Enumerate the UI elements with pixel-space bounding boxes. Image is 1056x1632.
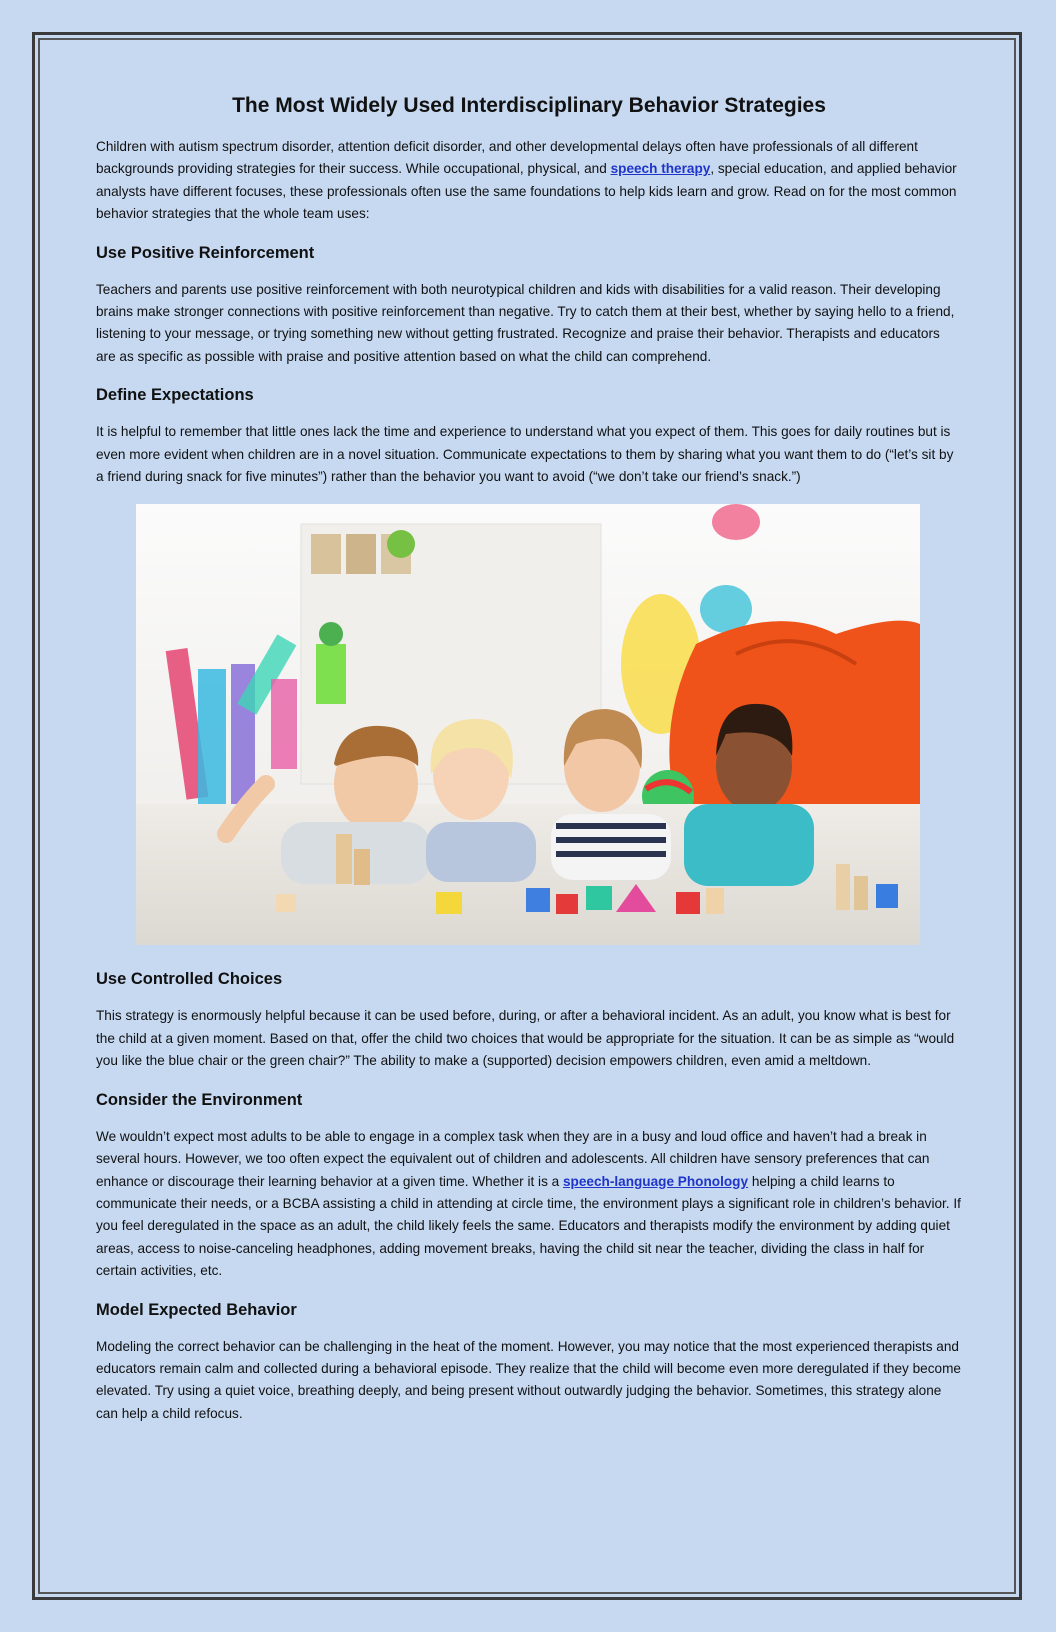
section-body-define-expectations: It is helpful to remember that little ones lack the time and experience to understand what you expect of them. This goes for daily routines but is even more evident when children are in a novel situation. Communicate expectations to them by sharing what you want them to do (“let’s sit by a friend during snack for five minutes”) rather than the behavior you want to avoid (“we don’t take our friend’s snack.”) (96, 424, 954, 485)
children-photo-illustration (136, 504, 920, 945)
article (96, 92, 962, 1441)
section-body-model-behavior: Modeling the correct behavior can be challenging in the heat of the moment. However, you may notice that the most experienced therapists and educators remain calm and collected during a behavioral episode. They realize that the child will become even more deregulated if they become elevated. Try using a quiet voice, breathing deeply, and being present without outwardly judging the behavior. Sometimes, this strategy alone can help a child refocus. (96, 1338, 961, 1421)
section-body-positive-reinforcement: Teachers and parents use positive reinforcement with both neurotypical children and kids with disabilities for a valid reason. Their developing brains make stronger connections with positive reinforcement than negative. Try to catch them at their best, whether by saying hello to a friend, listening to your message, or trying something new without getting frustrated. Recognize and praise their behavior. Therapists and educators are as specific as possible with praise and positive attention based on what the child can comprehend. (96, 281, 955, 364)
section-heading-positive-reinforcement: Use Positive Reinforcement (96, 243, 315, 262)
section-heading-controlled-choices: Use Controlled Choices (96, 970, 283, 989)
environment-text-before: We wouldn’t expect most adults to be able to engage in a complex task when they are in a busy and loud office and haven’t had a break in several hours. However, we too often expect the equivalent out of children and adolescents. All children have sensory preferences that can enhance or discourage their learning behavior at a given time. Whether it is a (96, 1128, 930, 1189)
intro-text-after: , special education, and applied behavior analysts have different focuses, these professionals often use the same foundations to help kids learn and grow. Read on for the most common behavior strategies that the whole team uses: (96, 161, 957, 222)
intro-paragraph (96, 136, 962, 226)
page-title: The Most Widely Used Interdisciplinary Behavior Strategies (232, 94, 826, 117)
environment-text-after: helping a child learns to communicate their needs, or a BCBA assisting a child in attending at circle time, the environment plays a significant role in children’s behavior. If you feel deregulated in the space as an adult, the child likely feels the same. Educators and therapists modify the environment by adding quiet areas, access to noise-canceling headphones, adding movement breaks, having the child sit near the teacher, dividing the class in half for certain activities, etc. (96, 1173, 961, 1279)
section-heading-environment: Consider the Environment (96, 1090, 303, 1109)
section-heading-define-expectations: Define Expectations (96, 386, 254, 405)
intro-text-before: Children with autism spectrum disorder, attention deficit disorder, and other developmental delays often have professionals of all different backgrounds providing strategies for their success. While occupational, physical, and (96, 139, 918, 177)
section-body-environment (96, 1126, 962, 1283)
speech-therapy-link[interactable]: speech therapy (610, 161, 711, 177)
speech-language-phonology-link[interactable]: speech-language Phonology (562, 1173, 749, 1189)
children-playing-photo (136, 504, 920, 945)
section-body-controlled-choices: This strategy is enormously helpful because it can be used before, during, or after a behavioral incident. As an adult, you know what is best for the child at a given moment. Based on that, offer the child two choices that would be appropriate for the situation. It can be as simple as “would you like the blue chair or the green chair?” The ability to make a (supported) decision empowers children, even amid a meltdown. (96, 1008, 955, 1069)
section-heading-model-behavior: Model Expected Behavior (96, 1300, 297, 1319)
